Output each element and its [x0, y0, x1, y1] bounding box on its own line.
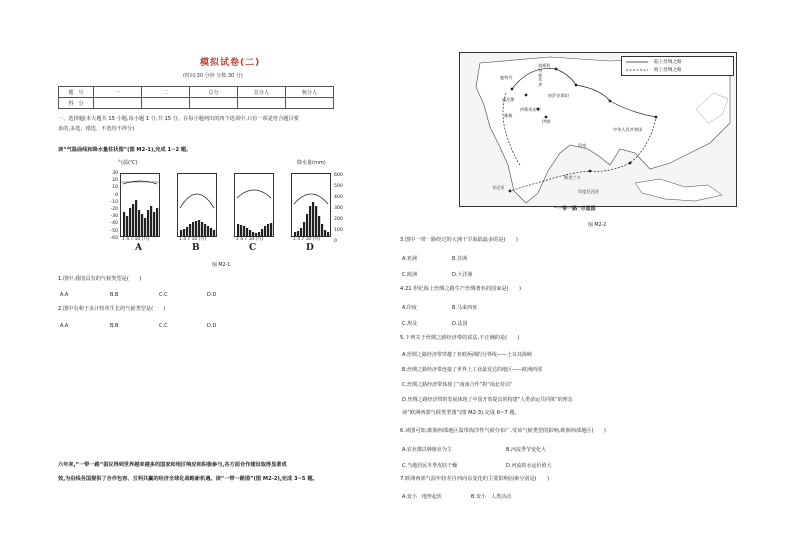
- month-axis-d: 1 4 7 10 (月): [293, 237, 321, 242]
- tick-label: -30: [110, 214, 118, 220]
- tick-label: 200: [334, 217, 343, 222]
- q1-option-c[interactable]: C.C: [159, 292, 168, 298]
- table-cell: 一: [94, 87, 142, 98]
- place-label: 雅典: [504, 113, 513, 118]
- temp-ticks: [104, 170, 118, 241]
- place-label: 莫斯科: [538, 63, 551, 68]
- table-row: [59, 87, 334, 98]
- chart-d-graphic: [292, 174, 330, 236]
- question-5: 5.下列关于丝绸之路经济带的说法,不正确的是( ): [400, 335, 520, 341]
- section1-line1: 一、选择题(本大题共 15 小题,每小题 1 分,共 15 分。在每小题列出的四个选项中,只有一项是符合题目要: [58, 116, 299, 122]
- chart-label-a: A: [135, 243, 142, 253]
- q5-option-d[interactable]: D.丝绸之路经济带的发展体现了中国开放提出的构建“人类命运共同体”的理念: [402, 397, 573, 403]
- q3-option-c[interactable]: C.欧洲: [402, 272, 418, 278]
- place-label: 斯里兰卡: [564, 175, 581, 180]
- climate-chart-a: [120, 173, 160, 237]
- q3-option-a[interactable]: A.亚洲: [402, 256, 417, 262]
- passage-line1: 六年来,“一带一路”倡议得到世界越来越多的国家和地区响应和积极参与,各方面合作建设取得显著成: [58, 462, 287, 468]
- chart-c-graphic: [235, 174, 273, 236]
- q5-option-c[interactable]: C.丝绸之路经济带体现了“南南合作”和“南北对话”: [402, 382, 513, 388]
- question-2: 2.图中有利于多汁牧草生长的气候类型是( ): [58, 306, 166, 312]
- temp-axis-label: 气温(℃): [118, 160, 138, 166]
- question-6: 6.读图可知,欧洲西部地区温带海洋性气候分布广,受该气候类型的影响,欧洲西部地区( ): [400, 428, 606, 434]
- table-cell: [94, 98, 142, 109]
- table-cell: [238, 98, 286, 109]
- place-label: 中华人民共和国: [613, 127, 643, 132]
- q1-option-a[interactable]: A.A: [60, 292, 69, 298]
- tick-label: 400: [334, 195, 343, 200]
- place-label: 乌鲁木齐: [538, 68, 543, 87]
- precip-ticks: [334, 170, 350, 244]
- climate-chart-b: [177, 173, 217, 237]
- table-cell: 核分人: [286, 87, 334, 98]
- table-cell: [286, 98, 334, 109]
- place-label: 哈萨克斯坦: [548, 93, 569, 98]
- climate-chart-d: [291, 173, 331, 237]
- figure-caption-m2-2: 图 M2-2: [588, 223, 607, 228]
- q2-option-c[interactable]: C.C: [159, 323, 168, 329]
- table-row: [59, 98, 334, 109]
- q2-option-d[interactable]: D.D: [207, 323, 217, 329]
- place-label: 威尼斯: [502, 97, 515, 102]
- place-label: 伊朗: [542, 119, 551, 124]
- section1-line2: 求的,多选、错选、不选均不得分): [58, 126, 135, 132]
- passage-line2: 效,为沿线各国提供了合作包容、互利共赢的经济全球化战略新机遇。读“一带一路图”(图 M2-2),完成 3~5 题。: [58, 476, 318, 482]
- q3-option-b[interactable]: B.非洲: [452, 256, 468, 262]
- tick-label: -10: [110, 199, 118, 205]
- table-cell: [190, 98, 238, 109]
- q7-option-b[interactable]: B.变小 人类活动: [471, 494, 512, 500]
- q4-option-a[interactable]: A.印度: [402, 305, 417, 311]
- figure-caption-m2-1: 图 M2-1: [212, 263, 231, 268]
- q1-option-d[interactable]: D.D: [207, 292, 217, 298]
- table-cell: 总分人: [238, 87, 286, 98]
- legend-sea-route: 海上丝绸之路: [654, 68, 682, 73]
- question-1: 1.图中,我国具有的气候类型是( ): [58, 276, 142, 282]
- tick-label: -50: [110, 228, 118, 234]
- tick-label: 500: [334, 184, 343, 189]
- table-cell: 题 号: [59, 87, 94, 98]
- legend-land-route: 陆上丝绸之路: [654, 60, 682, 65]
- page-title: 模拟试卷(二): [200, 58, 261, 68]
- map-legend: [621, 56, 734, 76]
- table-cell: 二: [142, 87, 190, 98]
- score-table: [58, 86, 334, 109]
- place-label: 印度尼西亚: [578, 189, 599, 194]
- q7-option-a[interactable]: A.变小 地势起伏: [402, 494, 442, 500]
- q6-option-c[interactable]: C.当地居民冬季皮肤干燥: [402, 463, 458, 469]
- tick-label: 0: [334, 239, 337, 244]
- place-label: 肯尼亚: [492, 185, 505, 190]
- climate-chart-figure: [100, 160, 350, 265]
- q3-option-d[interactable]: D.大洋洲: [452, 272, 473, 278]
- question-3: 3.图中一带一路经过的大洲干旱海陆最多的是( ): [400, 237, 518, 243]
- table-cell: [142, 98, 190, 109]
- place-label: 鹿特丹: [500, 75, 513, 80]
- place-label: 伊斯坦布尔: [520, 107, 541, 112]
- tick-label: 600: [334, 173, 343, 178]
- place-label: 印度: [578, 143, 587, 148]
- q6-option-a[interactable]: A.农业都以种植业为主: [402, 447, 452, 453]
- tick-label: 0: [115, 192, 118, 198]
- section1-intro: 读“气温曲线和降水量柱状图”(图 M2-1),完成 1~2 题。: [58, 147, 192, 153]
- question-7: 7.欧洲西部气温年较差自西向东变化的主要影响因素分别是( ): [400, 476, 550, 482]
- month-axis-a: 1 4 7 10 (月): [122, 237, 150, 242]
- q4-option-b[interactable]: B.马来西亚: [452, 305, 478, 311]
- month-axis-c: 1 4 7 10 (月): [236, 237, 264, 242]
- q6-option-d[interactable]: D.河流的水运价值大: [506, 463, 552, 469]
- q5-option-a[interactable]: A.丝绸之路经济带穿越了亚欧两洲的分界线——土耳其海峡: [402, 352, 532, 358]
- q4-option-c[interactable]: C.埃及: [402, 321, 418, 327]
- chart-a-graphic: [121, 174, 159, 236]
- tick-label: 20: [112, 178, 118, 184]
- month-axis-b: 1 4 7 10 (月): [179, 237, 207, 242]
- q5-option-b[interactable]: B.丝绸之路经济带连接了世界上工业最发达的地区——欧洲西部: [402, 367, 543, 373]
- table-cell: 得 分: [59, 98, 94, 109]
- q4-option-d[interactable]: D.法国: [452, 321, 468, 327]
- precip-axis-label: 降水量(mm): [297, 160, 326, 166]
- tick-label: -20: [110, 207, 118, 213]
- chart-label-c: C: [249, 243, 257, 253]
- table-cell: 总分: [190, 87, 238, 98]
- exam-meta: (时间:30 分钟 分数:30 分): [183, 73, 243, 79]
- map-title: “一带一路”示意图: [554, 206, 596, 212]
- intro-6-7: 读“欧洲西部气候类型图”(图 M2-3),完成 6~7 题。: [402, 410, 520, 416]
- tick-label: 300: [334, 206, 343, 211]
- tick-label: 10: [112, 185, 118, 191]
- q2-option-b[interactable]: B.B: [110, 323, 119, 329]
- chart-label-d: D: [306, 243, 314, 253]
- climate-chart-c: [234, 173, 274, 237]
- legend-lines: [624, 57, 654, 75]
- q1-option-b[interactable]: B.B: [110, 292, 119, 298]
- chart-label-b: B: [192, 243, 200, 253]
- chart-b-graphic: [178, 174, 216, 236]
- q2-option-a[interactable]: A.A: [60, 323, 69, 329]
- tick-label: -40: [110, 221, 118, 227]
- tick-label: 30: [112, 171, 118, 176]
- tick-label: 100: [334, 228, 343, 233]
- question-4: 4.21 世纪海上丝绸之路生产丝绸著名的国家是( ): [400, 286, 521, 292]
- q6-option-b[interactable]: B.河流季节变化大: [506, 447, 547, 453]
- tick-label: -60: [110, 235, 118, 241]
